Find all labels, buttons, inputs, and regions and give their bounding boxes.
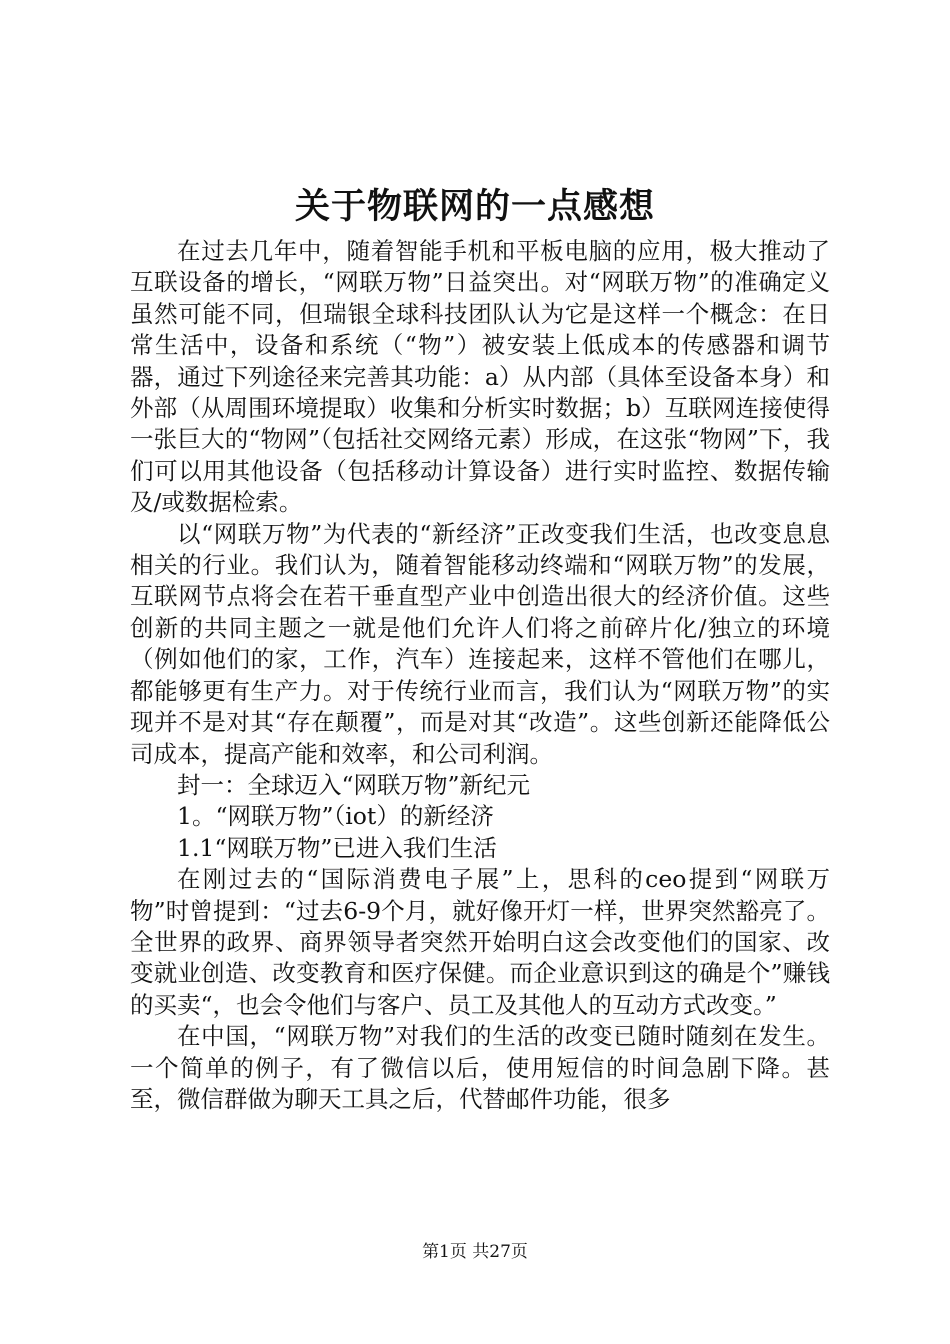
paragraph-intro: 在过去几年中，随着智能手机和平板电脑的应用，极大推动了互联设备的增长，“网联万物”日益突出。对“网联万物”的准确定义虽然可能不同，但瑞银全球科技团队认为它是这样一个概念：在日常生活中，设备和系统（“物”）被安装上低成本的传感器和调节器，通过下列途径来完善其功能：a）从内部（具体至设备本身）和外部（从周围环境提取）收集和分析实时数据；b）互联网连接使得一张巨大的“物网”（包括社交网络元素）形成，在这张“物网”下，我们可以用其他设备（包括移动计算设备）进行实时监控、数据传输及/或数据检索。 bbox=[130, 237, 830, 517]
document-title: 关于物联网的一点感想 bbox=[294, 186, 655, 227]
heading-section-1: 1。“网联万物”（iot）的新经济 bbox=[177, 802, 494, 831]
paragraph-new-economy: 以“网联万物”为代表的“新经济”正改变我们生活，也改变息息相关的行业。我们认为，随着智能移动终端和“网联万物”的发展，互联网节点将会在若干垂直型产业中创造出很大的经济价值。这些创新的共同主题之一就是他们允许人们将之前碎片化/独立的环境（例如他们的家，工作，汽车）连接起来，这样不管他们在哪儿，都能够更有生产力。对于传统行业而言，我们认为“网联万物”的实现并不是对其“存在颠覆”，而是对其“改造”。这些创新还能降低公司成本，提高产能和效率，和公司利润。 bbox=[130, 519, 830, 768]
heading-cover: 封一：全球迈入“网联万物”新纪元 bbox=[177, 770, 531, 799]
paragraph-china-wechat: 在中国，“网联万物”对我们的生活的改变已随时随刻在发生。一个简单的例子，有了微信以后，使用短信的时间急剧下降。甚至，微信群做为聊天工具之后，代替邮件功能，很多 bbox=[130, 1022, 830, 1113]
heading-section-1-1: 1.1“网联万物”已进入我们生活 bbox=[177, 833, 497, 862]
page-footer: 第1页 共27页 bbox=[422, 1242, 528, 1262]
paragraph-ces-quote: 在刚过去的“国际消费电子展”上，思科的ceo提到“网联万物”时曾提到：“过去6-9个月，就好像开灯一样，世界突然豁亮了。全世界的政界、商界领导者突然开始明白这会改变他们的国家、改变就业创造、改变教育和医疗保健。而企业意识到这的确是个”赚钱的买卖“，也会令他们与客户、员工及其他人的互动方式改变。” bbox=[130, 865, 830, 1019]
document-body bbox=[130, 236, 830, 1115]
